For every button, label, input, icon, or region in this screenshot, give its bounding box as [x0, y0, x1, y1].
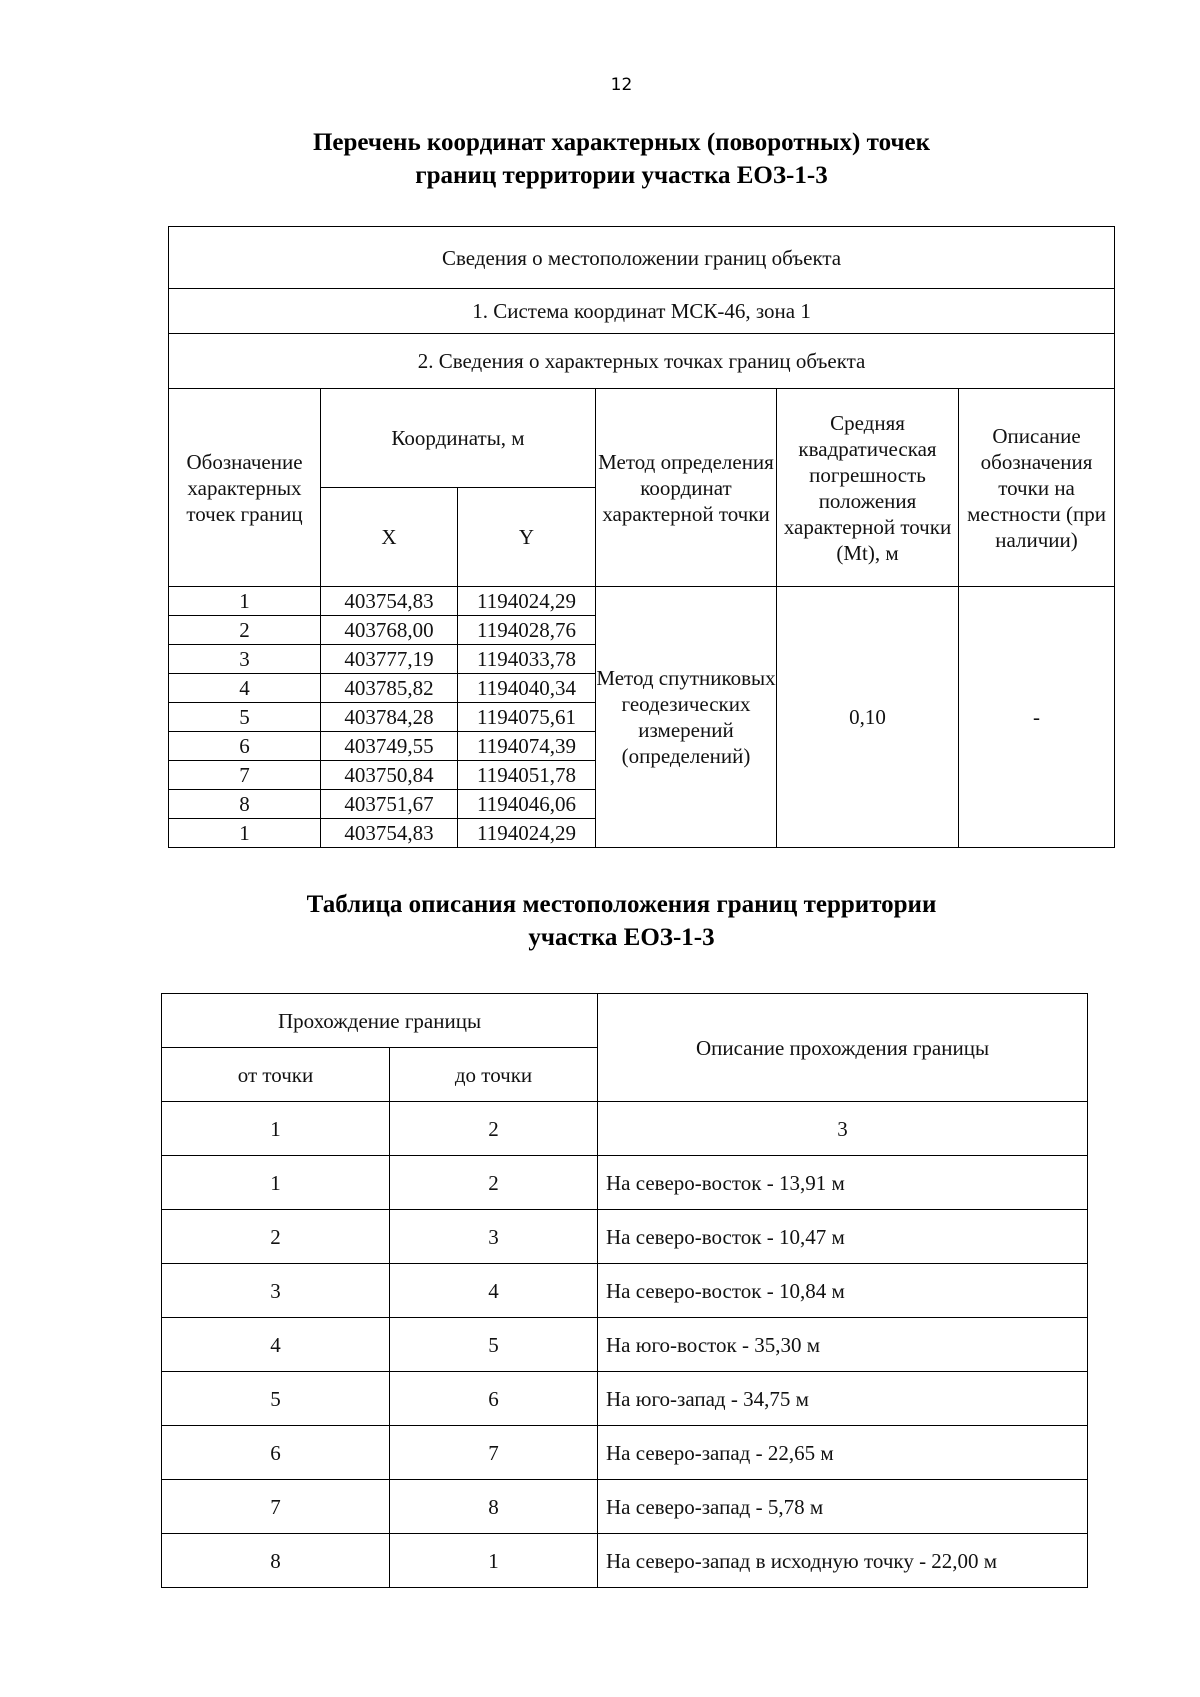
to-point: 4 — [390, 1264, 598, 1318]
point-id: 1 — [169, 587, 321, 616]
column-number-row — [162, 1102, 1088, 1156]
boundary-description: На северо-запад - 5,78 м — [598, 1480, 1088, 1534]
point-id: 3 — [169, 645, 321, 674]
boundary-description: На юго-запад - 34,75 м — [598, 1372, 1088, 1426]
error-value: 0,10 — [777, 587, 959, 848]
from-point: 8 — [162, 1534, 390, 1588]
point-x: 403777,19 — [321, 645, 458, 674]
boundary-description-title — [0, 888, 1200, 954]
to-point: 8 — [390, 1480, 598, 1534]
coordinates-title-line2: границ территории участка ЕОЗ-1-3 — [415, 162, 828, 189]
point-x: 403768,00 — [321, 616, 458, 645]
point-x: 403754,83 — [321, 819, 458, 848]
boundary-row — [162, 1318, 1088, 1372]
boundary-description: На северо-запад - 22,65 м — [598, 1426, 1088, 1480]
point-y: 1194024,29 — [458, 819, 596, 848]
point-y: 1194028,76 — [458, 616, 596, 645]
point-x: 403750,84 — [321, 761, 458, 790]
boundary-description: На северо-восток - 10,47 м — [598, 1210, 1088, 1264]
point-row — [169, 587, 1115, 616]
column-number: 1 — [162, 1102, 390, 1156]
col-from-header: от точки — [162, 1048, 390, 1102]
method-value: Метод спутниковых геодезических измерений (определений) — [596, 587, 777, 848]
boundary-description-table — [161, 993, 1088, 1588]
col-method-header: Метод определения координат характерной точки — [596, 389, 777, 587]
boundary-row — [162, 1534, 1088, 1588]
point-id: 1 — [169, 819, 321, 848]
point-x: 403751,67 — [321, 790, 458, 819]
boundary-description: На северо-восток - 13,91 м — [598, 1156, 1088, 1210]
point-id: 8 — [169, 790, 321, 819]
point-x: 403785,82 — [321, 674, 458, 703]
boundary-title-line1: Таблица описания местоположения границ территории — [306, 891, 937, 918]
col-to-header: до точки — [390, 1048, 598, 1102]
to-point: 7 — [390, 1426, 598, 1480]
to-point: 1 — [390, 1534, 598, 1588]
point-y: 1194024,29 — [458, 587, 596, 616]
col-description-header: Описание обозначения точки на местности (при наличии) — [959, 389, 1115, 587]
point-x: 403784,28 — [321, 703, 458, 732]
col-y-header: Y — [458, 488, 596, 587]
col-coordinates-header: Координаты, м — [321, 389, 596, 488]
boundary-row — [162, 1426, 1088, 1480]
boundary-row — [162, 1480, 1088, 1534]
col-error-header: Средняя квадратическая погрешность положения характерной точки (Mt), м — [777, 389, 959, 587]
point-y: 1194051,78 — [458, 761, 596, 790]
to-point: 5 — [390, 1318, 598, 1372]
column-number: 2 — [390, 1102, 598, 1156]
to-point: 3 — [390, 1210, 598, 1264]
point-id: 5 — [169, 703, 321, 732]
column-number: 3 — [598, 1102, 1088, 1156]
boundary-row — [162, 1210, 1088, 1264]
from-point: 6 — [162, 1426, 390, 1480]
description-value: - — [959, 587, 1115, 848]
boundary-description: На северо-запад в исходную точку - 22,00 м — [598, 1534, 1088, 1588]
point-y: 1194046,06 — [458, 790, 596, 819]
point-y: 1194074,39 — [458, 732, 596, 761]
from-point: 7 — [162, 1480, 390, 1534]
coordinates-table — [168, 226, 1115, 848]
from-point: 3 — [162, 1264, 390, 1318]
point-y: 1194033,78 — [458, 645, 596, 674]
point-y: 1194075,61 — [458, 703, 596, 732]
coordinate-system: 1. Система координат МСК-46, зона 1 — [169, 289, 1115, 334]
to-point: 2 — [390, 1156, 598, 1210]
col-desc-header: Описание прохождения границы — [598, 994, 1088, 1102]
boundary-description: На северо-восток - 10,84 м — [598, 1264, 1088, 1318]
boundary-title-line2: участка ЕОЗ-1-3 — [528, 924, 715, 951]
from-point: 4 — [162, 1318, 390, 1372]
from-point: 2 — [162, 1210, 390, 1264]
point-y: 1194040,34 — [458, 674, 596, 703]
boundary-row — [162, 1156, 1088, 1210]
point-x: 403754,83 — [321, 587, 458, 616]
coordinates-title-line1: Перечень координат характерных (поворотных) точек — [312, 129, 931, 156]
point-id: 2 — [169, 616, 321, 645]
from-point: 1 — [162, 1156, 390, 1210]
point-id: 4 — [169, 674, 321, 703]
col-x-header: X — [321, 488, 458, 587]
from-point: 5 — [162, 1372, 390, 1426]
object-boundaries-header: Сведения о местоположении границ объекта — [169, 227, 1115, 289]
point-id: 7 — [169, 761, 321, 790]
boundary-row — [162, 1264, 1088, 1318]
boundary-row — [162, 1372, 1088, 1426]
page-number: 12 — [610, 75, 633, 95]
boundary-description: На юго-восток - 35,30 м — [598, 1318, 1088, 1372]
col-passage-header: Прохождение границы — [162, 994, 598, 1048]
point-x: 403749,55 — [321, 732, 458, 761]
point-id: 6 — [169, 732, 321, 761]
coordinates-title — [0, 126, 1200, 192]
points-info-header: 2. Сведения о характерных точках границ объекта — [169, 334, 1115, 389]
col-designation-header: Обозначение характерных точек границ — [169, 389, 321, 587]
to-point: 6 — [390, 1372, 598, 1426]
